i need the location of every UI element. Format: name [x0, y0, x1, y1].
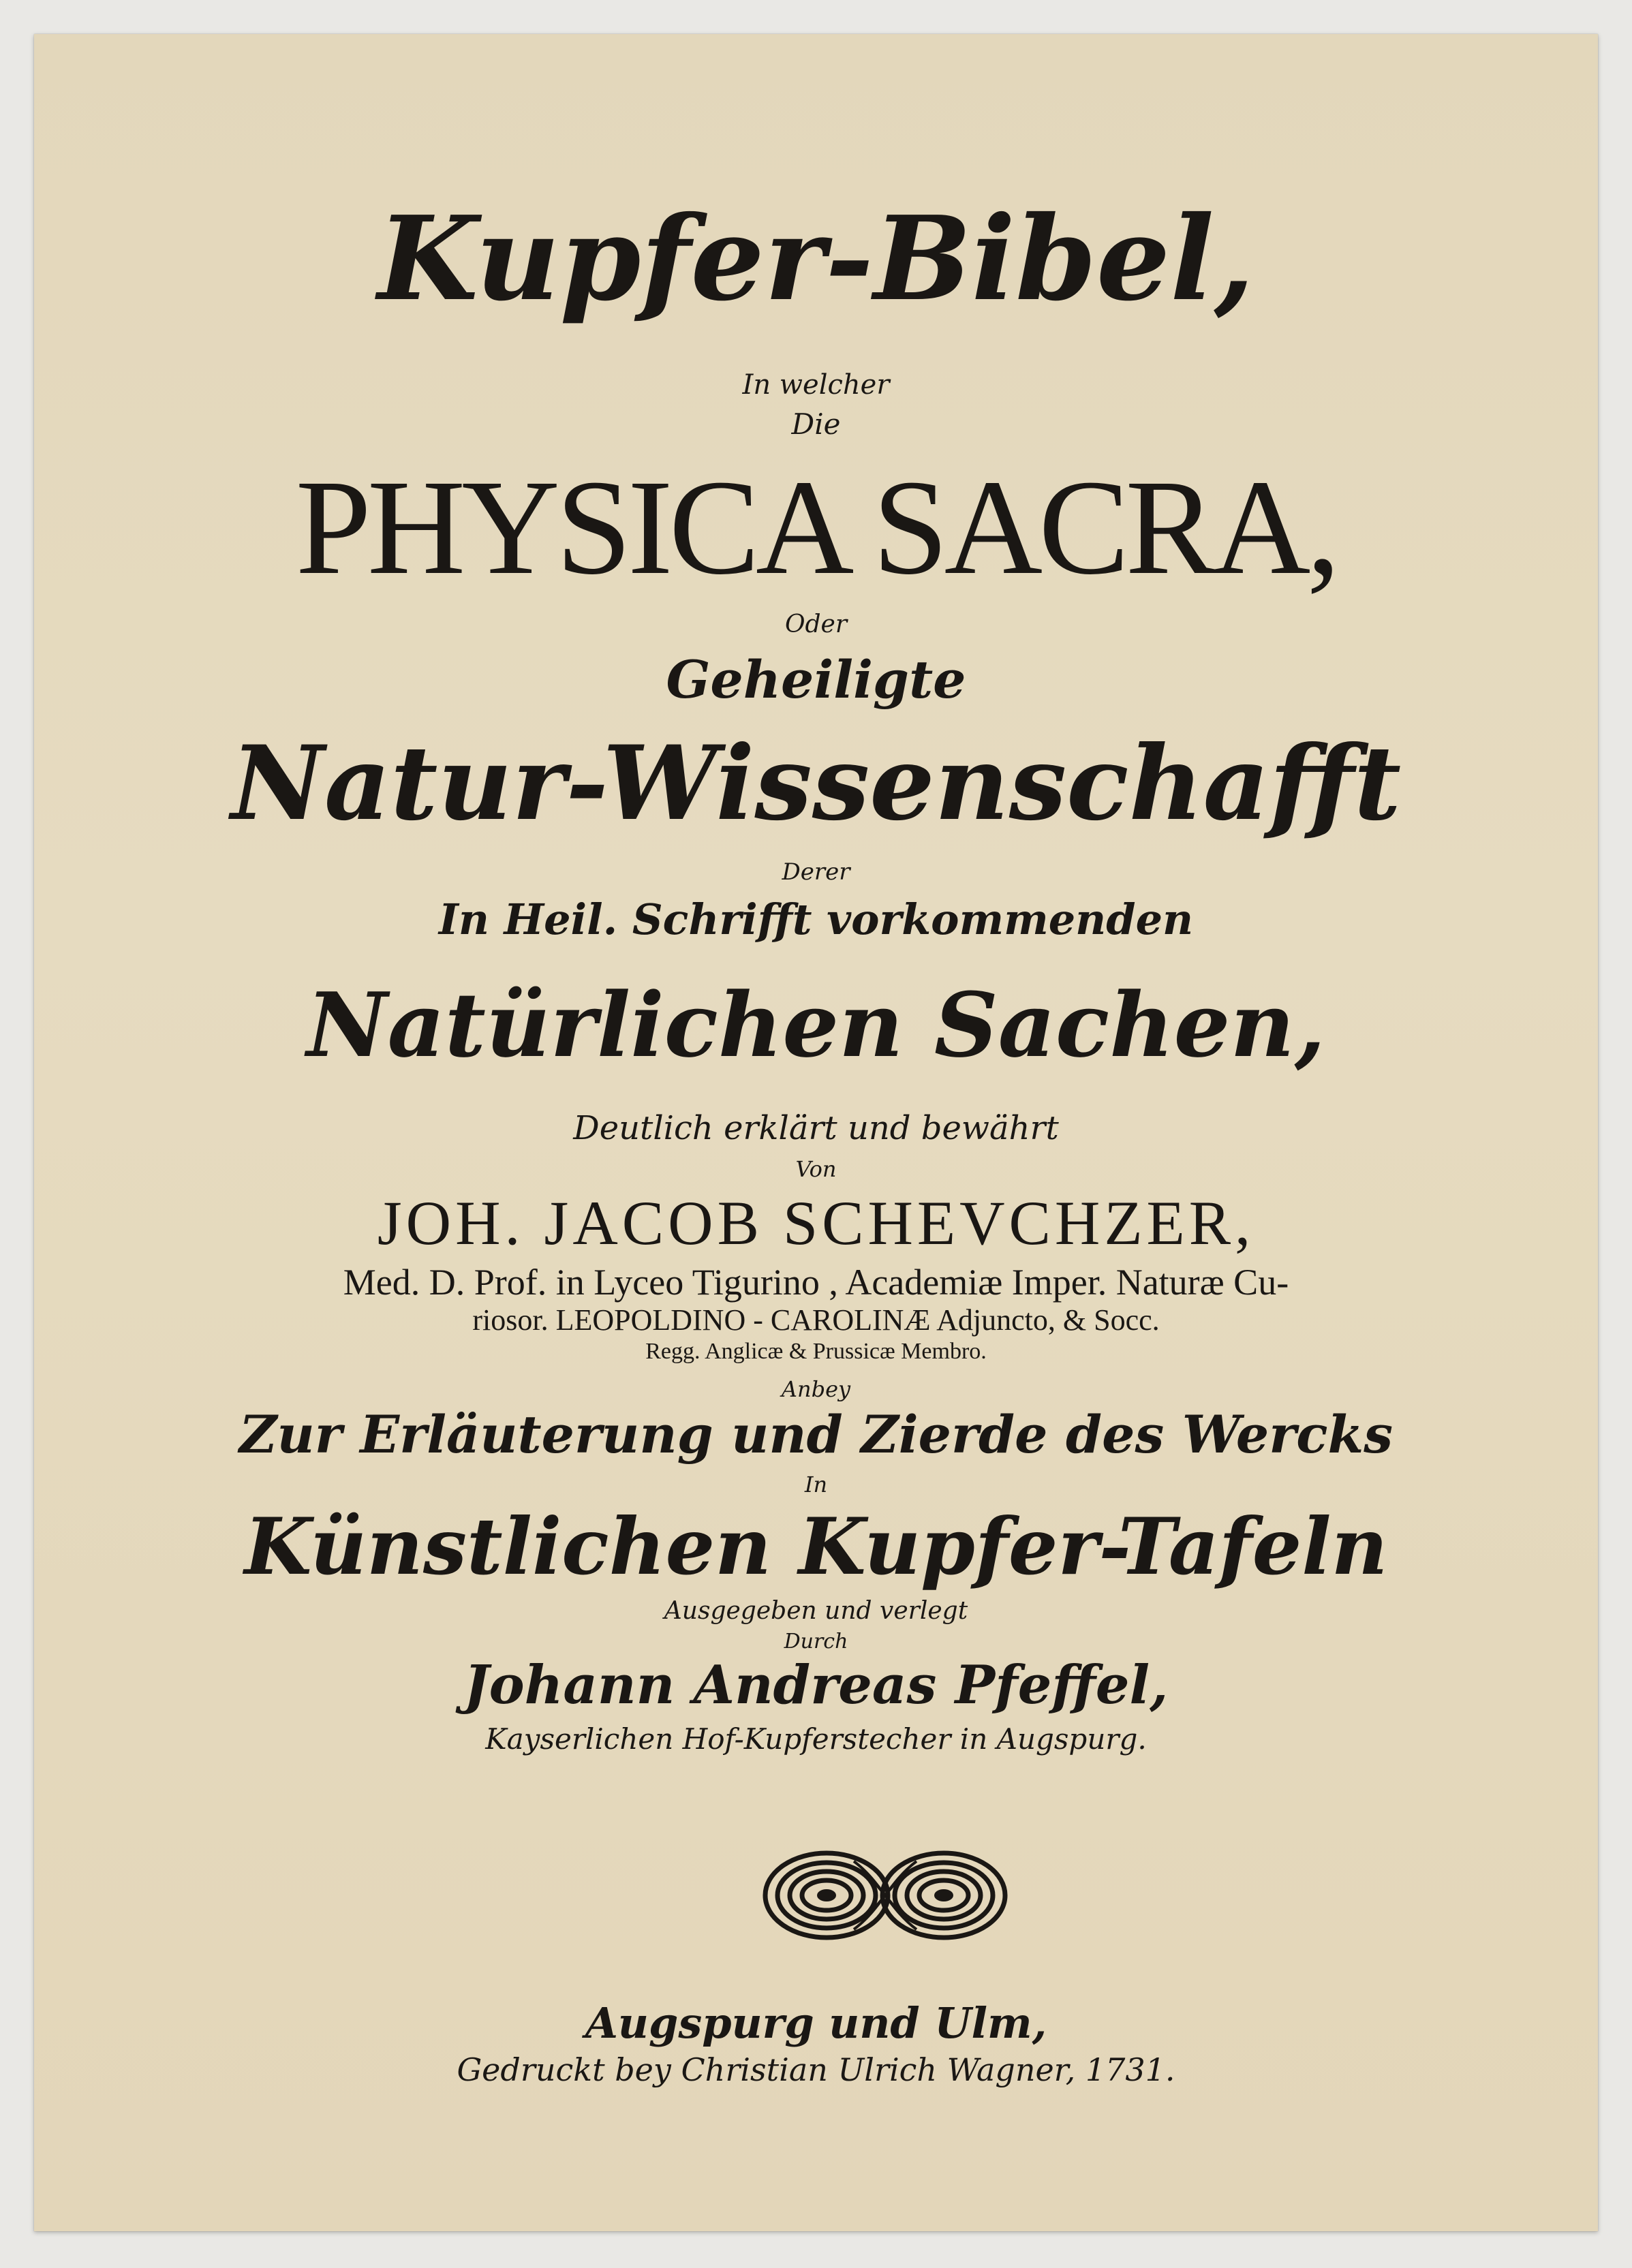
plates-erlauterung: Zur Erläuterung und Zierde des Wercks	[238, 1404, 1393, 1465]
title-naturlichen-sachen: Natürlichen Sachen,	[306, 973, 1326, 1077]
title-kupfer-bibel: Kupfer-Bibel,	[378, 191, 1254, 327]
printer-ornament-icon	[758, 1841, 1012, 1950]
plates-pfeffel: Johann Andreas Pfeffel,	[463, 1654, 1169, 1716]
title-in-heil-schrifft: In Heil. Schrifft vorkommenden	[438, 895, 1194, 944]
author-credentials-1: Med. D. Prof. in Lyceo Tigurino , Academiæ Imper. Naturæ Cu-	[343, 1262, 1289, 1303]
imprint-augspurg-ulm: Augspurg und Ulm,	[585, 1998, 1047, 2048]
title-natur-wissenschafft: Natur-Wissenschafft	[230, 724, 1402, 843]
imprint-gedruckt: Gedruckt bey Christian Ulrich Wagner, 1731.	[457, 2051, 1175, 2088]
title-die: Die	[791, 407, 841, 441]
title-page	[34, 34, 1598, 2231]
plates-anbey: Anbey	[781, 1376, 851, 1402]
title-oder: Oder	[784, 610, 848, 638]
author-name: JOH. JACOB SCHEVCHZER,	[377, 1188, 1255, 1258]
title-physica-sacra: PHYSICA SACRA,	[295, 452, 1337, 603]
plates-hof-kupferstecher: Kayserlichen Hof-Kupferstecher in Augspurg.	[485, 1722, 1147, 1756]
author-credentials-2: riosor. LEOPOLDINO - CAROLINÆ Adjuncto, & Socc.	[472, 1303, 1160, 1337]
title-derer: Derer	[782, 858, 850, 886]
title-in-welcher: In welcher	[742, 369, 890, 401]
author-credentials-3: Regg. Anglicæ & Prussicæ Membro.	[645, 1339, 987, 1364]
plates-ausgegeben: Ausgegeben und verlegt	[664, 1597, 968, 1625]
plates-kunstlichen-kupfer-tafeln: Künstlichen Kupfer-Tafeln	[244, 1501, 1388, 1592]
plates-in: In	[804, 1472, 828, 1497]
title-geheiligte: Geheiligte	[666, 649, 966, 710]
plates-durch: Durch	[784, 1630, 848, 1653]
title-deutlich-erklart: Deutlich erklärt und bewährt	[573, 1109, 1059, 1147]
title-von: Von	[795, 1156, 837, 1182]
